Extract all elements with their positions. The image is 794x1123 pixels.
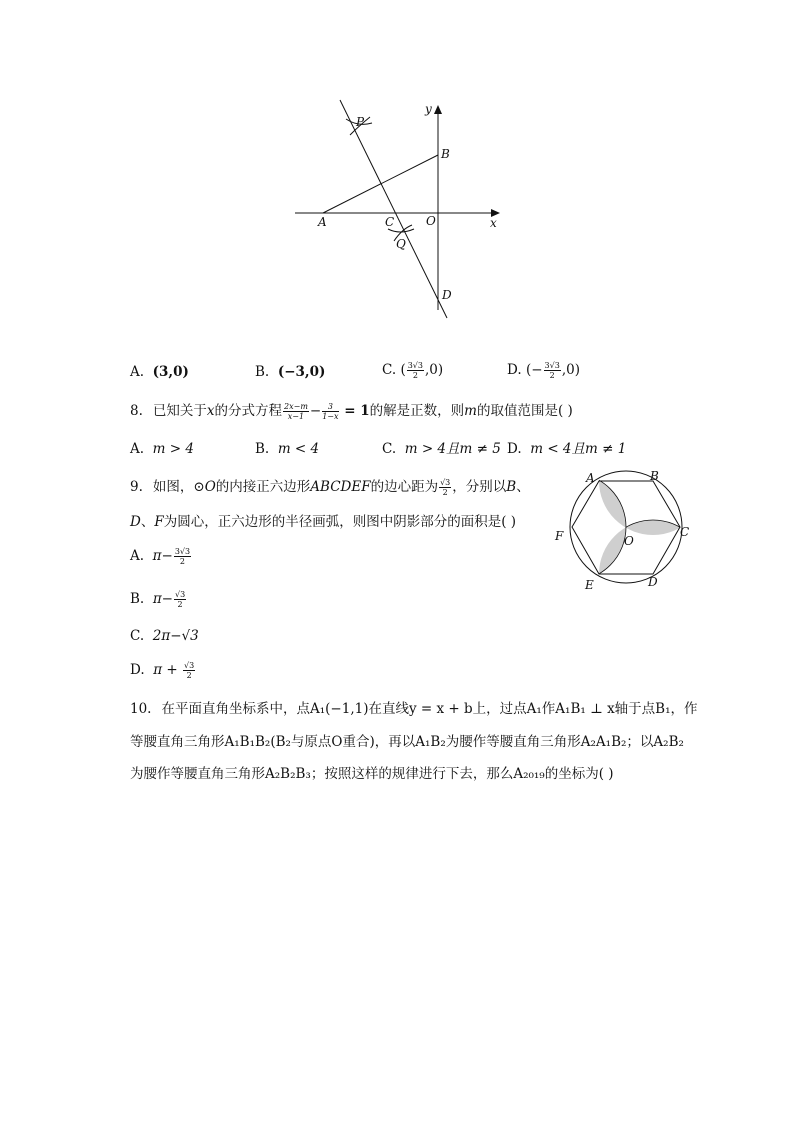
label-q: Q (396, 237, 406, 251)
label-x: x (490, 216, 497, 230)
label-a: A (586, 471, 595, 485)
q8-option-a[interactable]: A. m > 4 (130, 441, 194, 457)
label-e: E (585, 578, 594, 592)
q9-stem-line2: D、F为圆心，正六边形的半径画弧，则图中阴影部分的面积是( ) (130, 514, 517, 530)
label-c: C (680, 525, 690, 539)
label-o: O (426, 214, 436, 228)
q8-option-b[interactable]: B. m < 4 (255, 441, 320, 457)
q7-option-d[interactable]: D. (− $\frac{3√3}{2}$ ,0) (507, 361, 580, 380)
label-c: C (385, 215, 395, 229)
q10-stem-line2: 等腰直角三角形A₁B₁B₂(B₂与原点O重合)，再以A₁B₂为腰作等腰直角三角形A₂A₁B₂；以A₂B₂ (130, 734, 684, 750)
q8-stem: 8. 已知关于x的分式方程 $\frac{2x-m}{x-1}$ − $\frac{3}{1-x}$ = 1的解是正数，则m的取值范围是( ) (130, 402, 573, 421)
label-f: F (555, 529, 564, 543)
label-a: A (318, 215, 327, 229)
q7-option-b[interactable]: B. (−3,0) (255, 364, 326, 380)
q9-option-a[interactable]: A. π− $\frac{3√3}{2}$ (130, 547, 191, 566)
q8-option-d[interactable]: D. m < 4且m ≠ 1 (507, 441, 627, 457)
q10-stem-line1: 10. 在平面直角坐标系中，点A₁(−1,1)在直线y = x + b上，过点A₁作A₁B₁ ⊥ x轴于点B₁，作 (130, 701, 698, 717)
label-y: y (425, 102, 432, 116)
q9-option-c[interactable]: C. 2π−√3 (130, 628, 199, 644)
q9-option-d[interactable]: D. π + $\frac{√3}{2}$ (130, 661, 195, 680)
figure-coordinate-diagram (290, 95, 510, 325)
q9-stem-line1: 9. 如图，⊙O的内接正六边形ABCDEF的边心距为 $\frac{√3}{2}$ ，分别以B、 (130, 478, 530, 497)
q10-stem-line3: 为腰作等腰直角三角形A₂B₂B₃；按照这样的规律进行下去，那么A₂₀₁₉的坐标为( ) (130, 766, 614, 782)
q7-option-a[interactable]: A. (3,0) (130, 364, 189, 380)
q7-option-c[interactable]: C. ( $\frac{3√3}{2}$ ,0) (382, 361, 444, 380)
label-d: D (442, 288, 452, 302)
q9-option-b[interactable]: B. π− $\frac{√3}{2}$ (130, 590, 186, 609)
segment-ab (323, 155, 438, 213)
label-p: P (356, 115, 365, 129)
label-o: O (624, 534, 634, 548)
label-d: D (648, 575, 658, 589)
q8-option-c[interactable]: C. m > 4且m ≠ 5 (382, 441, 501, 457)
label-b: B (441, 147, 450, 161)
figure-hexagon-circle (552, 465, 697, 595)
label-b: B (650, 469, 659, 483)
arc-mark-q (388, 229, 414, 232)
y-axis-arrow-icon (434, 105, 442, 114)
line-pd (340, 100, 447, 318)
